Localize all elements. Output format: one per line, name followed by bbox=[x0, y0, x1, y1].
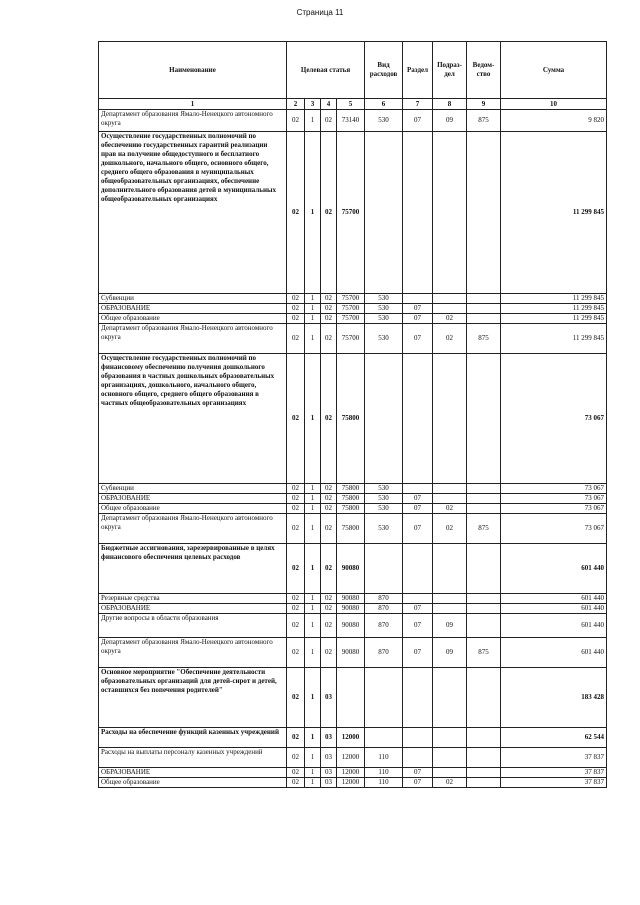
row-code-c3: 1 bbox=[305, 110, 321, 132]
column-number: 7 bbox=[403, 99, 433, 110]
row-code-c9 bbox=[467, 748, 501, 768]
row-code-c6: 530 bbox=[365, 484, 403, 494]
row-sum: 37 837 bbox=[501, 778, 607, 788]
row-code-c8 bbox=[433, 594, 467, 604]
row-code-c3: 1 bbox=[305, 494, 321, 504]
table-row bbox=[99, 544, 607, 594]
row-code-c5: 12000 bbox=[337, 728, 365, 748]
row-code-c7: 07 bbox=[403, 514, 433, 544]
row-code-c3: 1 bbox=[305, 748, 321, 768]
row-code-c5: 75800 bbox=[337, 484, 365, 494]
table-row bbox=[99, 324, 607, 354]
row-code-c6 bbox=[365, 354, 403, 484]
row-code-c3: 1 bbox=[305, 668, 321, 728]
row-code-c2: 02 bbox=[287, 514, 305, 544]
row-sum: 11 299 845 bbox=[501, 304, 607, 314]
row-code-c5: 90080 bbox=[337, 544, 365, 594]
row-code-c4: 02 bbox=[321, 638, 337, 668]
column-number: 1 bbox=[99, 99, 287, 110]
row-code-c9 bbox=[467, 314, 501, 324]
row-code-c9: 875 bbox=[467, 110, 501, 132]
row-code-c6: 110 bbox=[365, 748, 403, 768]
column-number: 5 bbox=[337, 99, 365, 110]
table-row bbox=[99, 504, 607, 514]
row-code-c6: 530 bbox=[365, 504, 403, 514]
row-code-c6 bbox=[365, 132, 403, 294]
row-code-c4: 02 bbox=[321, 614, 337, 638]
table-row bbox=[99, 132, 607, 294]
row-code-c6: 110 bbox=[365, 768, 403, 778]
column-number: 8 bbox=[433, 99, 467, 110]
row-code-c2: 02 bbox=[287, 110, 305, 132]
row-code-c5: 12000 bbox=[337, 748, 365, 768]
row-code-c6: 530 bbox=[365, 294, 403, 304]
row-code-c9: 875 bbox=[467, 638, 501, 668]
row-code-c2: 02 bbox=[287, 728, 305, 748]
row-name: Расходы на обеспечение функций казенных учреждений bbox=[99, 728, 287, 748]
header-dept: Ведом-ство bbox=[467, 42, 501, 99]
row-code-c2: 02 bbox=[287, 668, 305, 728]
row-name: Расходы на выплаты персоналу казенных учреждений bbox=[99, 748, 287, 768]
row-code-c3: 1 bbox=[305, 324, 321, 354]
row-code-c7: 07 bbox=[403, 604, 433, 614]
row-code-c4: 02 bbox=[321, 132, 337, 294]
table-row bbox=[99, 304, 607, 314]
row-code-c8: 02 bbox=[433, 514, 467, 544]
row-code-c4: 02 bbox=[321, 494, 337, 504]
row-name: ОБРАЗОВАНИЕ bbox=[99, 494, 287, 504]
header-type: Вид расходов bbox=[365, 42, 403, 99]
row-code-c3: 1 bbox=[305, 728, 321, 748]
row-code-c4: 02 bbox=[321, 594, 337, 604]
row-sum: 601 440 bbox=[501, 544, 607, 594]
row-code-c4: 03 bbox=[321, 778, 337, 788]
table-row bbox=[99, 294, 607, 304]
row-code-c6: 870 bbox=[365, 614, 403, 638]
row-code-c7 bbox=[403, 484, 433, 494]
row-code-c8 bbox=[433, 132, 467, 294]
row-code-c8: 09 bbox=[433, 110, 467, 132]
row-code-c8: 02 bbox=[433, 314, 467, 324]
row-name: ОБРАЗОВАНИЕ bbox=[99, 604, 287, 614]
row-sum: 73 067 bbox=[501, 504, 607, 514]
column-number: 2 bbox=[287, 99, 305, 110]
row-code-c3: 1 bbox=[305, 638, 321, 668]
row-code-c2: 02 bbox=[287, 544, 305, 594]
row-code-c8 bbox=[433, 544, 467, 594]
row-code-c6: 530 bbox=[365, 314, 403, 324]
row-code-c8: 02 bbox=[433, 778, 467, 788]
header-name: Наименование bbox=[99, 42, 287, 99]
table-row bbox=[99, 110, 607, 132]
row-code-c3: 1 bbox=[305, 594, 321, 604]
row-name: Резервные средства bbox=[99, 594, 287, 604]
row-code-c4: 03 bbox=[321, 768, 337, 778]
table-row bbox=[99, 748, 607, 768]
row-code-c8 bbox=[433, 494, 467, 504]
row-code-c2: 02 bbox=[287, 132, 305, 294]
row-code-c2: 02 bbox=[287, 484, 305, 494]
row-code-c5: 90080 bbox=[337, 594, 365, 604]
row-code-c4: 03 bbox=[321, 728, 337, 748]
row-code-c4: 02 bbox=[321, 604, 337, 614]
table-row bbox=[99, 594, 607, 604]
row-code-c7: 07 bbox=[403, 614, 433, 638]
row-code-c4: 03 bbox=[321, 668, 337, 728]
row-code-c8 bbox=[433, 668, 467, 728]
row-code-c9 bbox=[467, 594, 501, 604]
row-sum: 601 440 bbox=[501, 614, 607, 638]
row-sum: 11 299 845 bbox=[501, 294, 607, 304]
row-code-c6: 870 bbox=[365, 604, 403, 614]
row-code-c4: 02 bbox=[321, 110, 337, 132]
row-code-c7 bbox=[403, 132, 433, 294]
row-code-c7: 07 bbox=[403, 314, 433, 324]
row-code-c4: 02 bbox=[321, 514, 337, 544]
page-number: Страница 11 bbox=[296, 8, 344, 17]
row-code-c8 bbox=[433, 768, 467, 778]
row-code-c5: 75700 bbox=[337, 314, 365, 324]
row-name: ОБРАЗОВАНИЕ bbox=[99, 304, 287, 314]
row-code-c5: 75700 bbox=[337, 294, 365, 304]
header-target: Целевая статья bbox=[287, 42, 365, 99]
row-sum: 183 428 bbox=[501, 668, 607, 728]
row-code-c2: 02 bbox=[287, 614, 305, 638]
row-code-c8: 09 bbox=[433, 638, 467, 668]
row-code-c5: 90080 bbox=[337, 604, 365, 614]
row-code-c2: 02 bbox=[287, 304, 305, 314]
row-code-c6 bbox=[365, 668, 403, 728]
row-code-c9 bbox=[467, 544, 501, 594]
row-code-c2: 02 bbox=[287, 594, 305, 604]
row-code-c3: 1 bbox=[305, 294, 321, 304]
row-code-c3: 1 bbox=[305, 614, 321, 638]
column-number: 6 bbox=[365, 99, 403, 110]
column-numbers-row bbox=[99, 99, 607, 110]
row-code-c7: 07 bbox=[403, 638, 433, 668]
row-code-c7 bbox=[403, 594, 433, 604]
row-code-c9 bbox=[467, 504, 501, 514]
row-code-c8 bbox=[433, 304, 467, 314]
row-code-c5: 12000 bbox=[337, 768, 365, 778]
row-code-c8 bbox=[433, 728, 467, 748]
table-row bbox=[99, 354, 607, 484]
row-code-c3: 1 bbox=[305, 604, 321, 614]
row-code-c2: 02 bbox=[287, 494, 305, 504]
row-code-c5: 75700 bbox=[337, 304, 365, 314]
row-code-c2: 02 bbox=[287, 314, 305, 324]
row-code-c4: 02 bbox=[321, 484, 337, 494]
row-code-c9 bbox=[467, 768, 501, 778]
row-code-c4: 02 bbox=[321, 314, 337, 324]
row-name: Общее образование bbox=[99, 778, 287, 788]
column-number: 3 bbox=[305, 99, 321, 110]
row-code-c4: 02 bbox=[321, 294, 337, 304]
row-code-c6: 530 bbox=[365, 304, 403, 314]
row-code-c7 bbox=[403, 354, 433, 484]
row-name: Субвенции bbox=[99, 484, 287, 494]
column-number: 10 bbox=[501, 99, 607, 110]
row-name: Другие вопросы в области образования bbox=[99, 614, 287, 638]
row-name: Департамент образования Ямало-Ненецкого автономного округа bbox=[99, 110, 287, 132]
row-code-c4: 02 bbox=[321, 504, 337, 514]
row-code-c7 bbox=[403, 748, 433, 768]
table-row bbox=[99, 638, 607, 668]
row-sum: 11 299 845 bbox=[501, 314, 607, 324]
row-code-c8 bbox=[433, 748, 467, 768]
budget-table bbox=[98, 41, 607, 788]
row-sum: 601 440 bbox=[501, 638, 607, 668]
row-code-c7 bbox=[403, 544, 433, 594]
row-code-c3: 1 bbox=[305, 544, 321, 594]
row-code-c9 bbox=[467, 778, 501, 788]
row-name: Основное мероприятие "Обеспечение деятельности образовательных организаций для детей-сирот и детей, оставшихся без попечения родителей" bbox=[99, 668, 287, 728]
row-code-c2: 02 bbox=[287, 604, 305, 614]
row-code-c7: 07 bbox=[403, 304, 433, 314]
row-code-c3: 1 bbox=[305, 132, 321, 294]
row-name: ОБРАЗОВАНИЕ bbox=[99, 768, 287, 778]
row-code-c9 bbox=[467, 484, 501, 494]
row-code-c9 bbox=[467, 614, 501, 638]
table-row bbox=[99, 778, 607, 788]
row-code-c6: 530 bbox=[365, 494, 403, 504]
row-code-c6: 530 bbox=[365, 514, 403, 544]
row-sum: 73 067 bbox=[501, 484, 607, 494]
row-name: Осуществление государственных полномочий по финансовому обеспечению получения дошкольного образования в частных дошкольных образовательных организациях, дошкольного, начального общего, основного общего, среднего общего образования в частных общеобразовательных организациях bbox=[99, 354, 287, 484]
row-sum: 601 440 bbox=[501, 604, 607, 614]
row-code-c2: 02 bbox=[287, 748, 305, 768]
table-row bbox=[99, 768, 607, 778]
row-code-c6: 110 bbox=[365, 778, 403, 788]
row-name: Субвенции bbox=[99, 294, 287, 304]
row-sum: 73 067 bbox=[501, 494, 607, 504]
row-code-c8: 02 bbox=[433, 324, 467, 354]
row-sum: 11 299 845 bbox=[501, 324, 607, 354]
row-code-c5: 73140 bbox=[337, 110, 365, 132]
row-code-c6: 870 bbox=[365, 594, 403, 604]
row-code-c3: 1 bbox=[305, 768, 321, 778]
row-code-c4: 02 bbox=[321, 324, 337, 354]
row-code-c2: 02 bbox=[287, 768, 305, 778]
row-code-c7: 07 bbox=[403, 504, 433, 514]
row-name: Департамент образования Ямало-Ненецкого автономного округа bbox=[99, 638, 287, 668]
row-code-c5: 75800 bbox=[337, 354, 365, 484]
row-code-c6: 530 bbox=[365, 110, 403, 132]
row-code-c3: 1 bbox=[305, 314, 321, 324]
row-code-c7 bbox=[403, 668, 433, 728]
table-row bbox=[99, 494, 607, 504]
row-code-c9 bbox=[467, 354, 501, 484]
row-sum: 37 837 bbox=[501, 748, 607, 768]
header-section: Раздел bbox=[403, 42, 433, 99]
row-code-c4: 02 bbox=[321, 354, 337, 484]
row-code-c3: 1 bbox=[305, 778, 321, 788]
row-code-c5: 75700 bbox=[337, 324, 365, 354]
row-sum: 601 440 bbox=[501, 594, 607, 604]
row-code-c9 bbox=[467, 132, 501, 294]
row-code-c7 bbox=[403, 294, 433, 304]
row-code-c7 bbox=[403, 728, 433, 748]
column-number: 9 bbox=[467, 99, 501, 110]
row-sum: 62 544 bbox=[501, 728, 607, 748]
row-code-c5: 12000 bbox=[337, 778, 365, 788]
row-code-c3: 1 bbox=[305, 514, 321, 544]
row-code-c8: 09 bbox=[433, 614, 467, 638]
row-code-c2: 02 bbox=[287, 354, 305, 484]
row-name: Департамент образования Ямало-Ненецкого автономного округа bbox=[99, 324, 287, 354]
row-code-c5: 75800 bbox=[337, 514, 365, 544]
row-code-c4: 03 bbox=[321, 748, 337, 768]
row-code-c3: 1 bbox=[305, 354, 321, 484]
row-code-c7: 07 bbox=[403, 778, 433, 788]
row-code-c7: 07 bbox=[403, 768, 433, 778]
table-row bbox=[99, 514, 607, 544]
row-code-c9 bbox=[467, 304, 501, 314]
table-row bbox=[99, 668, 607, 728]
row-name: Осуществление государственных полномочий по обеспечению государственных гарантий реализации прав на получение общедоступного и бесплатного дошкольного, начального общего, основного общего, среднего общего образования в муниципальных общеобразовательных организациях, обеспечение дополнительного образования детей в муниципальных общеобразовательных организациях bbox=[99, 132, 287, 294]
column-number: 4 bbox=[321, 99, 337, 110]
row-code-c5: 75700 bbox=[337, 132, 365, 294]
row-code-c9 bbox=[467, 294, 501, 304]
row-code-c6: 530 bbox=[365, 324, 403, 354]
row-code-c2: 02 bbox=[287, 324, 305, 354]
row-code-c4: 02 bbox=[321, 544, 337, 594]
table-row bbox=[99, 314, 607, 324]
row-code-c9 bbox=[467, 668, 501, 728]
row-code-c9: 875 bbox=[467, 324, 501, 354]
row-code-c9 bbox=[467, 728, 501, 748]
table-row bbox=[99, 728, 607, 748]
row-code-c8: 02 bbox=[433, 504, 467, 514]
row-code-c5: 90080 bbox=[337, 638, 365, 668]
row-code-c8 bbox=[433, 294, 467, 304]
row-code-c4: 02 bbox=[321, 304, 337, 314]
row-code-c5: 75800 bbox=[337, 504, 365, 514]
row-code-c2: 02 bbox=[287, 294, 305, 304]
row-name: Департамент образования Ямало-Ненецкого автономного округа bbox=[99, 514, 287, 544]
row-name: Бюджетные ассигнования, зарезервированные в целях финансового обеспечения целевых расходов bbox=[99, 544, 287, 594]
row-sum: 9 820 bbox=[501, 110, 607, 132]
row-code-c9 bbox=[467, 604, 501, 614]
row-code-c7: 07 bbox=[403, 324, 433, 354]
row-name: Общее образование bbox=[99, 504, 287, 514]
row-code-c8 bbox=[433, 354, 467, 484]
row-code-c7: 07 bbox=[403, 494, 433, 504]
row-name: Общее образование bbox=[99, 314, 287, 324]
row-code-c6: 870 bbox=[365, 638, 403, 668]
row-code-c2: 02 bbox=[287, 638, 305, 668]
row-sum: 73 067 bbox=[501, 514, 607, 544]
row-sum: 11 299 845 bbox=[501, 132, 607, 294]
row-code-c7: 07 bbox=[403, 110, 433, 132]
row-code-c5 bbox=[337, 668, 365, 728]
table-row bbox=[99, 614, 607, 638]
row-code-c8 bbox=[433, 484, 467, 494]
row-code-c8 bbox=[433, 604, 467, 614]
row-code-c2: 02 bbox=[287, 504, 305, 514]
table-row bbox=[99, 604, 607, 614]
header-subsection: Подраз-дел bbox=[433, 42, 467, 99]
row-code-c2: 02 bbox=[287, 778, 305, 788]
row-code-c9: 875 bbox=[467, 514, 501, 544]
row-code-c5: 75800 bbox=[337, 494, 365, 504]
row-code-c3: 1 bbox=[305, 504, 321, 514]
row-code-c6 bbox=[365, 728, 403, 748]
row-code-c5: 90080 bbox=[337, 614, 365, 638]
header-sum: Сумма bbox=[501, 42, 607, 99]
table-row bbox=[99, 484, 607, 494]
row-code-c9 bbox=[467, 494, 501, 504]
row-code-c3: 1 bbox=[305, 484, 321, 494]
row-code-c3: 1 bbox=[305, 304, 321, 314]
row-code-c6 bbox=[365, 544, 403, 594]
row-sum: 73 067 bbox=[501, 354, 607, 484]
row-sum: 37 837 bbox=[501, 768, 607, 778]
